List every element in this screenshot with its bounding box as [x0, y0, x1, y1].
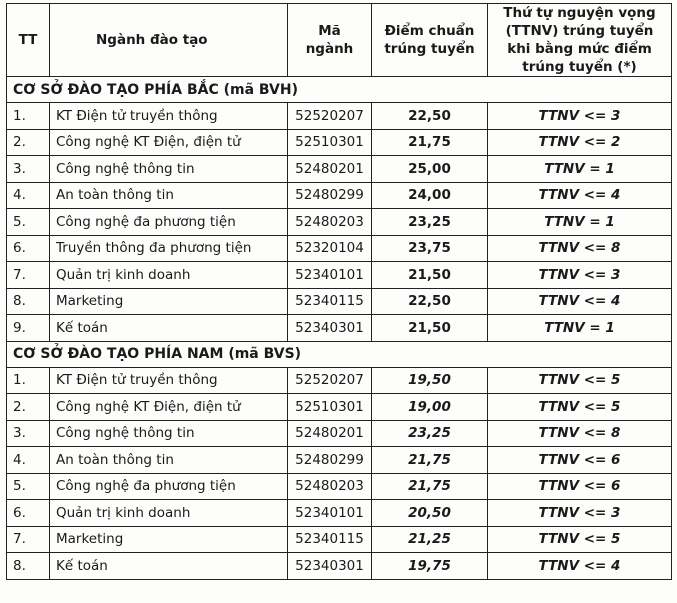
- major-name: KT Điện tử truyền thông: [50, 367, 288, 394]
- major-code: 52480201: [288, 420, 372, 447]
- header-code: Mã ngành: [288, 4, 372, 77]
- table-row: [7, 129, 672, 156]
- cutoff-score: 21,75: [372, 473, 488, 500]
- ttnv-condition: TTNV <= 3: [488, 500, 672, 527]
- table-row: [7, 473, 672, 500]
- ttnv-condition: TTNV <= 4: [488, 553, 672, 580]
- table-row: [7, 420, 672, 447]
- major-code: 52480299: [288, 182, 372, 209]
- cutoff-score: 24,00: [372, 182, 488, 209]
- row-number: 5.: [7, 473, 50, 500]
- major-name: Marketing: [50, 526, 288, 553]
- ttnv-condition: TTNV <= 8: [488, 420, 672, 447]
- cutoff-score: 23,25: [372, 420, 488, 447]
- row-number: 7.: [7, 526, 50, 553]
- cutoff-score: 19,75: [372, 553, 488, 580]
- ttnv-condition: TTNV <= 3: [488, 103, 672, 130]
- ttnv-condition: TTNV <= 2: [488, 129, 672, 156]
- row-number: 3.: [7, 156, 50, 183]
- major-code: 52340115: [288, 526, 372, 553]
- major-code: 52340101: [288, 262, 372, 289]
- major-name: Công nghệ thông tin: [50, 156, 288, 183]
- cutoff-score: 19,50: [372, 367, 488, 394]
- table-row: [7, 315, 672, 342]
- major-code: 52340101: [288, 500, 372, 527]
- major-code: 52480299: [288, 447, 372, 474]
- major-code: 52340301: [288, 553, 372, 580]
- row-number: 6.: [7, 500, 50, 527]
- ttnv-condition: TTNV = 1: [488, 209, 672, 236]
- cutoff-score: 25,00: [372, 156, 488, 183]
- header-score: Điểm chuẩn trúng tuyển: [372, 4, 488, 77]
- major-name: KT Điện tử truyền thông: [50, 103, 288, 130]
- row-number: 2.: [7, 394, 50, 421]
- row-number: 1.: [7, 103, 50, 130]
- ttnv-condition: TTNV <= 6: [488, 473, 672, 500]
- ttnv-condition: TTNV <= 6: [488, 447, 672, 474]
- ttnv-condition: TTNV <= 4: [488, 288, 672, 315]
- table-row: [7, 367, 672, 394]
- table-row: [7, 235, 672, 262]
- ttnv-condition: TTNV <= 3: [488, 262, 672, 289]
- cutoff-score: 21,50: [372, 262, 488, 289]
- major-name: Marketing: [50, 288, 288, 315]
- table-row: [7, 288, 672, 315]
- major-code: 52510301: [288, 129, 372, 156]
- major-code: 52320104: [288, 235, 372, 262]
- row-number: 4.: [7, 182, 50, 209]
- major-code: 52520207: [288, 103, 372, 130]
- cutoff-score: 21,75: [372, 447, 488, 474]
- cutoff-score: 23,25: [372, 209, 488, 236]
- major-code: 52480201: [288, 156, 372, 183]
- major-code: 52480203: [288, 473, 372, 500]
- table-row: [7, 447, 672, 474]
- major-name: Truyền thông đa phương tiện: [50, 235, 288, 262]
- row-number: 8.: [7, 288, 50, 315]
- table-row: [7, 500, 672, 527]
- table-row: [7, 394, 672, 421]
- cutoff-score: 21,75: [372, 129, 488, 156]
- major-code: 52340115: [288, 288, 372, 315]
- admission-scores-table: [6, 3, 672, 580]
- section-title: CƠ SỞ ĐÀO TẠO PHÍA BẮC (mã BVH): [7, 77, 672, 103]
- row-number: 3.: [7, 420, 50, 447]
- major-code: 52480203: [288, 209, 372, 236]
- row-number: 4.: [7, 447, 50, 474]
- row-number: 5.: [7, 209, 50, 236]
- ttnv-condition: TTNV <= 5: [488, 526, 672, 553]
- section-title: CƠ SỞ ĐÀO TẠO PHÍA NAM (mã BVS): [7, 341, 672, 367]
- table-row: [7, 182, 672, 209]
- header-order: Thứ tự nguyện vọng (TTNV) trúng tuyển khi bằng mức điểm trúng tuyển (*): [488, 4, 672, 77]
- table-row: [7, 526, 672, 553]
- major-name: Công nghệ đa phương tiện: [50, 473, 288, 500]
- table-row: [7, 553, 672, 580]
- major-code: 52340301: [288, 315, 372, 342]
- table-row: [7, 156, 672, 183]
- major-name: Công nghệ KT Điện, điện tử: [50, 129, 288, 156]
- cutoff-score: 23,75: [372, 235, 488, 262]
- cutoff-score: 21,50: [372, 315, 488, 342]
- major-code: 52510301: [288, 394, 372, 421]
- ttnv-condition: TTNV <= 4: [488, 182, 672, 209]
- row-number: 9.: [7, 315, 50, 342]
- table-header-row: [7, 4, 672, 77]
- major-name: Công nghệ đa phương tiện: [50, 209, 288, 236]
- major-name: An toàn thông tin: [50, 447, 288, 474]
- table-row: [7, 103, 672, 130]
- cutoff-score: 20,50: [372, 500, 488, 527]
- cutoff-score: 22,50: [372, 103, 488, 130]
- section-header-row: [7, 341, 672, 367]
- major-code: 52520207: [288, 367, 372, 394]
- ttnv-condition: TTNV <= 8: [488, 235, 672, 262]
- ttnv-condition: TTNV = 1: [488, 315, 672, 342]
- ttnv-condition: TTNV = 1: [488, 156, 672, 183]
- table-row: [7, 209, 672, 236]
- major-name: Công nghệ thông tin: [50, 420, 288, 447]
- ttnv-condition: TTNV <= 5: [488, 367, 672, 394]
- major-name: An toàn thông tin: [50, 182, 288, 209]
- row-number: 1.: [7, 367, 50, 394]
- table-row: [7, 262, 672, 289]
- ttnv-condition: TTNV <= 5: [488, 394, 672, 421]
- row-number: 2.: [7, 129, 50, 156]
- row-number: 8.: [7, 553, 50, 580]
- table-body: [7, 77, 672, 580]
- major-name: Quản trị kinh doanh: [50, 500, 288, 527]
- section-header-row: [7, 77, 672, 103]
- major-name: Công nghệ KT Điện, điện tử: [50, 394, 288, 421]
- cutoff-score: 22,50: [372, 288, 488, 315]
- major-name: Kế toán: [50, 553, 288, 580]
- row-number: 7.: [7, 262, 50, 289]
- cutoff-score: 19,00: [372, 394, 488, 421]
- header-major: Ngành đào tạo: [50, 4, 288, 77]
- cutoff-score: 21,25: [372, 526, 488, 553]
- major-name: Kế toán: [50, 315, 288, 342]
- header-tt: TT: [7, 4, 50, 77]
- row-number: 6.: [7, 235, 50, 262]
- major-name: Quản trị kinh doanh: [50, 262, 288, 289]
